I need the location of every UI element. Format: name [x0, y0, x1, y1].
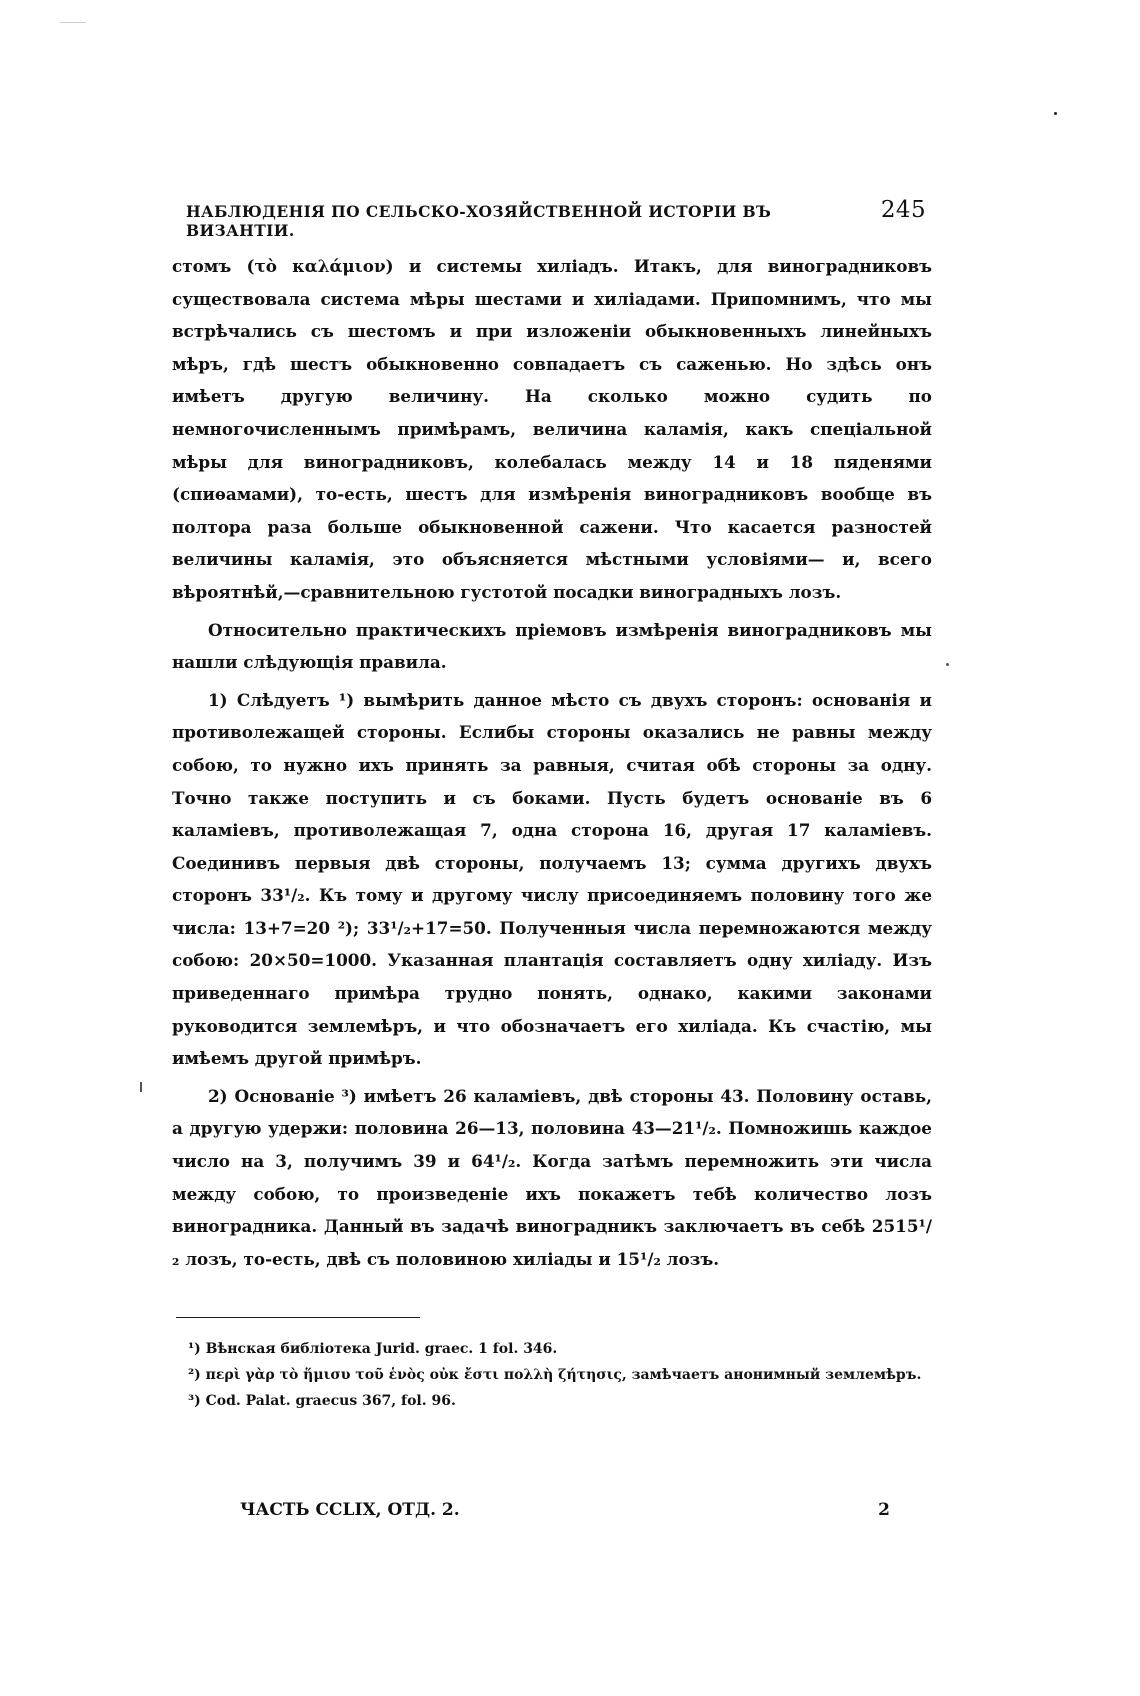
body-text [172, 250, 932, 1275]
margin-mark [140, 1082, 142, 1092]
paragraph-measurement-methods: Относительно практическихъ пріемовъ измѣренія виноградниковъ мы нашли слѣдующія правила. [172, 619, 932, 673]
stray-ink-dot [1054, 112, 1057, 115]
paragraph-rule-2: 2) Основаніе ³) имѣетъ 26 каламіевъ, двѣ стороны 43. Половину оставь, а другую удержи: половина 26—13, половина 43—21¹/₂. Помножишь каждое число на 3, получимъ 39 и 64¹/₂. Когда затѣмъ перемножить эти числа между собою, то произведеніе ихъ покажетъ тебѣ количество лозъ виноградника. Данный въ задачѣ виноградникъ заключаетъ въ себѣ 2515¹/₂ лозъ, то-есть, двѣ съ половиною хиліады и 15¹/₂ лозъ. [172, 1085, 932, 1269]
footnote-3: ³) Cod. Palat. graecus 367, fol. 96. [188, 1393, 456, 1409]
margin-mark [946, 663, 949, 666]
signature-number: 2 [878, 1500, 890, 1520]
signature-part: ЧАСТЬ CCLIX, ОТД. 2. [240, 1500, 460, 1520]
paragraph-rule-1: 1) Слѣдуетъ ¹) вымѣрить данное мѣсто съ двухъ сторонъ: основанія и противолежащей стороны. Еслибы стороны оказались не равны между собою, то нужно ихъ принять за равныя, считая обѣ стороны за одну. Точно также поступить и съ боками. Пусть будетъ основаніе въ 6 каламіевъ, противолежащая 7, одна сторона 16, другая 17 каламіевъ. Соединивъ первыя двѣ стороны, получаемъ 13; сумма другихъ двухъ сторонъ 33¹/₂. Къ тому и другому числу присоединяемъ половину того же числа: 13+7=20 ²); 33¹/₂+17=50. Полученныя числа перемножаются между собою: 20×50=1000. Указанная плантація составляетъ одну хиліаду. Изъ приведеннаго примѣра трудно понять, однако, какими законами руководится землемѣръ, и что обозначаетъ его хиліада. Къ счастію, мы имѣемъ другой примѣръ. [172, 689, 932, 1069]
signature-line [240, 1500, 890, 1520]
footnote-1: ¹) Вѣнская библіотека Jurid. graec. 1 fol. 346. [188, 1341, 558, 1357]
footnote-2: ²) περὶ γὰρ τὸ ἥμισυ τοῦ ἑνὸς οὐκ ἔστι πολλὴ ζήτησις, замѣчаетъ анонимный землемѣръ. [188, 1367, 922, 1383]
footnotes [176, 1336, 932, 1414]
running-head [186, 197, 926, 240]
footnote-separator [176, 1317, 420, 1318]
paragraph-continuation: стомъ (τὸ καλάμιον) и системы хиліадъ. Итакъ, для виноградниковъ существовала система мѣры шестами и хиліадами. Припомнимъ, что мы встрѣчались съ шестомъ и при изложеніи обыкновенныхъ линейныхъ мѣръ, гдѣ шестъ обыкновенно совпадаетъ съ саженью. Но здѣсь онъ имѣетъ другую величину. На сколько можно судить по немногочисленнымъ примѣрамъ, величина каламія, какъ спеціальной мѣры для виноградниковъ, колебалась между 14 и 18 пяденями (спиѳамами), то-есть, шестъ для измѣренія виноградниковъ вообще въ полтора раза больше обыкновенной сажени. Что касается разностей величины каламія, это объясняется мѣстными условіями— и, всего вѣроятнѣй,—сравнительною густотой посадки виноградныхъ лозъ. [172, 256, 932, 602]
page-number: 245 [880, 197, 926, 223]
running-head-title: НАБЛЮДЕНІЯ ПО СЕЛЬСКО-ХОЗЯЙСТВЕННОЙ ИСТОРІИ ВЪ ВИЗАНТІИ. [186, 202, 772, 240]
scan-edge-mark [60, 22, 86, 23]
